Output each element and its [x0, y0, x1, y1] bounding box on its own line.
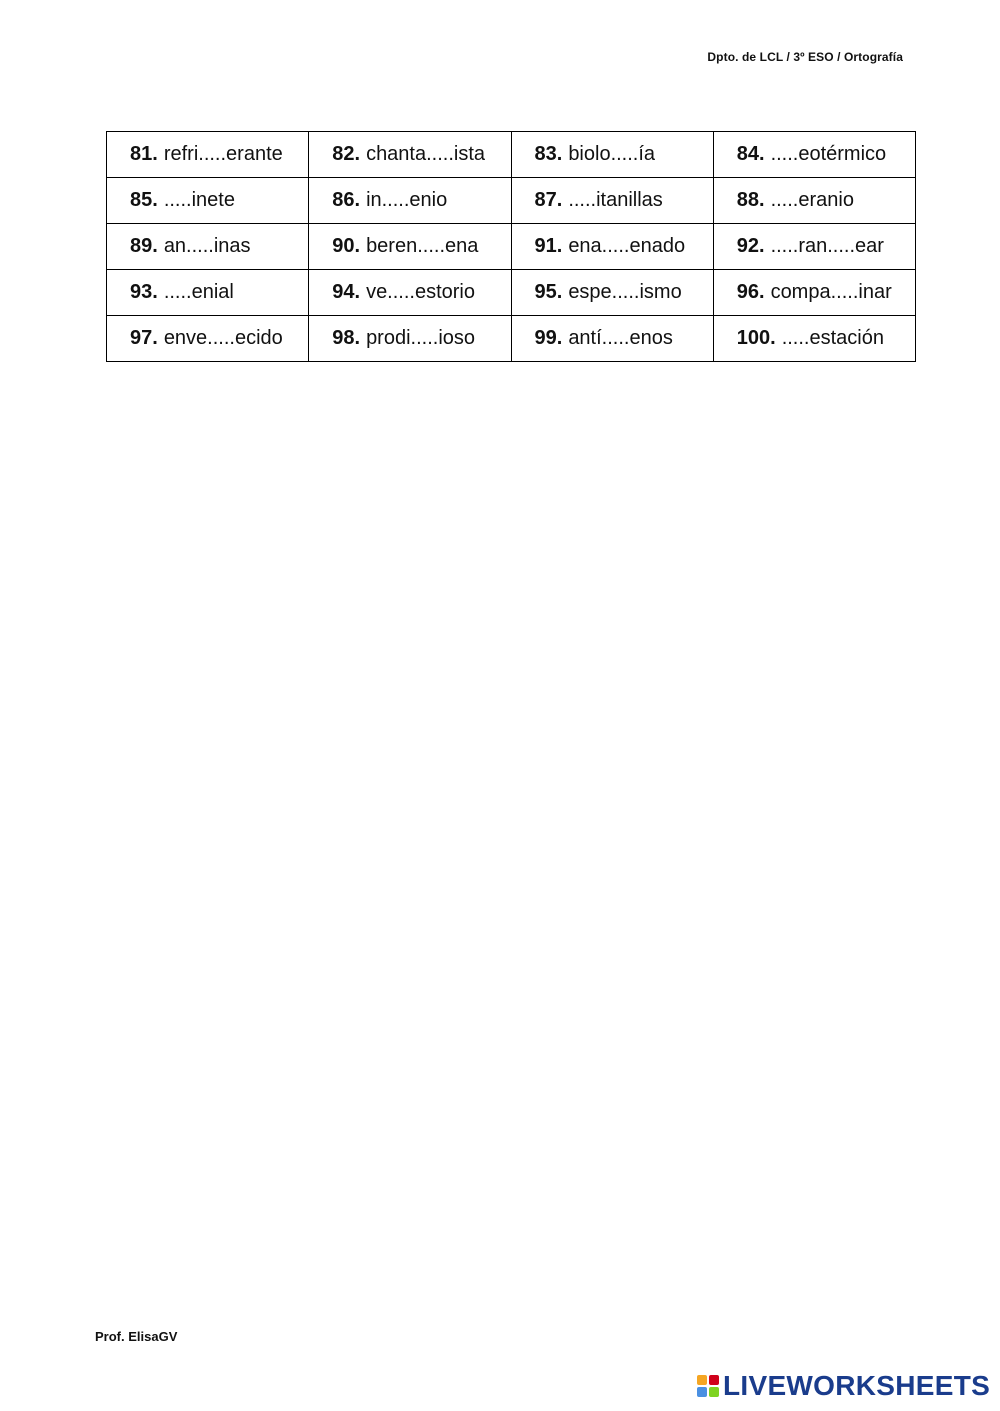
- exercise-number: 87.: [534, 189, 563, 211]
- exercise-number: 82.: [332, 143, 361, 165]
- exercise-word: refri.....erante: [163, 143, 283, 165]
- exercise-cell: [713, 316, 915, 362]
- exercise-table: [106, 131, 916, 362]
- exercise-word: beren.....ena: [366, 235, 479, 257]
- logo-square: [697, 1375, 707, 1385]
- exercise-cell: [309, 132, 511, 178]
- liveworksheets-logo-icon: [697, 1375, 719, 1397]
- exercise-word: .....ran.....ear: [770, 235, 884, 257]
- exercise-word: chanta.....ista: [366, 143, 486, 165]
- table-row: [107, 132, 916, 178]
- exercise-number: 94.: [332, 281, 361, 303]
- exercise-cell: [713, 224, 915, 270]
- table-row: [107, 224, 916, 270]
- exercise-cell: [511, 178, 713, 224]
- exercise-word: compa.....inar: [770, 281, 892, 303]
- exercise-cell: [309, 270, 511, 316]
- exercise-cell: [309, 224, 511, 270]
- exercise-word: .....estación: [781, 327, 884, 349]
- exercise-number: 90.: [332, 235, 361, 257]
- exercise-number: 95.: [534, 281, 563, 303]
- exercise-number: 88.: [736, 189, 765, 211]
- exercise-cell: [107, 270, 309, 316]
- exercise-number: 84.: [736, 143, 765, 165]
- exercise-number: 97.: [130, 327, 158, 349]
- logo-square: [709, 1387, 719, 1397]
- exercise-cell: [713, 132, 915, 178]
- liveworksheets-brand: [697, 1372, 990, 1400]
- exercise-word: espe.....ismo: [568, 281, 682, 303]
- exercise-number: 89.: [130, 235, 158, 257]
- exercise-word: ena.....enado: [568, 235, 686, 257]
- exercise-word: prodi.....ioso: [366, 327, 476, 349]
- exercise-word: .....itanillas: [568, 189, 663, 211]
- exercise-number: 98.: [332, 327, 361, 349]
- exercise-word: .....eotérmico: [770, 143, 887, 165]
- exercise-number: 83.: [534, 143, 563, 165]
- exercise-number: 100.: [736, 327, 776, 349]
- exercise-word: an.....inas: [163, 235, 251, 257]
- exercise-number: 96.: [736, 281, 765, 303]
- exercise-cell: [107, 132, 309, 178]
- logo-square: [709, 1375, 719, 1385]
- exercise-cell: [511, 316, 713, 362]
- exercise-word: biolo.....ía: [568, 143, 656, 165]
- exercise-word: .....eranio: [770, 189, 854, 211]
- document-header: Dpto. de LCL / 3º ESO / Ortografía: [707, 50, 903, 64]
- exercise-cell: [107, 316, 309, 362]
- author-footer: Prof. ElisaGV: [95, 1329, 178, 1344]
- exercise-number: 92.: [736, 235, 765, 257]
- exercise-cell: [511, 132, 713, 178]
- table-row: [107, 316, 916, 362]
- exercise-number: 85.: [130, 189, 158, 211]
- logo-square: [697, 1387, 707, 1397]
- exercise-number: 99.: [534, 327, 563, 349]
- exercise-number: 93.: [130, 281, 158, 303]
- exercise-cell: [511, 270, 713, 316]
- exercise-number: 81.: [130, 143, 158, 165]
- exercise-cell: [309, 178, 511, 224]
- exercise-cell: [713, 270, 915, 316]
- exercise-word: in.....enio: [366, 189, 448, 211]
- table-row: [107, 270, 916, 316]
- brand-name: LIVEWORKSHEETS: [723, 1370, 991, 1401]
- exercise-word: .....enial: [163, 281, 234, 303]
- table-row: [107, 178, 916, 224]
- exercise-word: antí.....enos: [568, 327, 673, 349]
- exercise-cell: [309, 316, 511, 362]
- exercise-cell: [713, 178, 915, 224]
- exercise-cell: [511, 224, 713, 270]
- exercise-word: ve.....estorio: [366, 281, 475, 303]
- exercise-number: 86.: [332, 189, 361, 211]
- exercise-cell: [107, 224, 309, 270]
- exercise-cell: [107, 178, 309, 224]
- exercise-word: enve.....ecido: [163, 327, 283, 349]
- exercise-word: .....inete: [163, 189, 235, 211]
- exercise-number: 91.: [534, 235, 563, 257]
